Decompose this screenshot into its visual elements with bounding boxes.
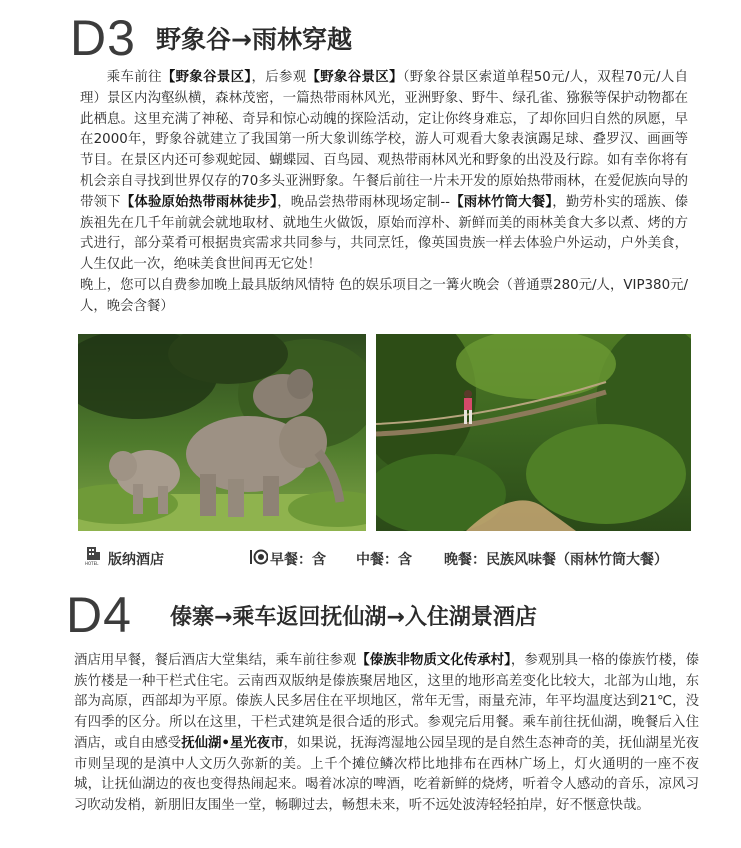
hotel-name: 版纳酒店 (108, 552, 164, 568)
rope-bridge-photo (376, 334, 691, 531)
day-3-meals-row (84, 546, 704, 570)
d3-highlight-elephant-valley-2: 【野象谷景区】 (306, 70, 403, 85)
day-3-description (80, 68, 688, 318)
day-3-number: D3 (70, 10, 136, 66)
d4-highlight-night-market: 抚仙湖•星光夜市 (181, 735, 284, 751)
hotel-icon-caption: HOTEL (85, 561, 99, 566)
d3-highlight-bamboo-meal: 【雨林竹筒大餐】 (450, 194, 553, 210)
day-4-title: 傣寨→乘车返回抚仙湖→入住湖景酒店 (170, 605, 537, 630)
d4-text-2: ，参观别具一格的傣族竹楼，傣族竹楼是一种干栏式住宅。云南西双版纳是傣族聚居地区，这里的地形高差变化比较大，北部为山地，东部为高原，西部却为平原。傣族人民多居住在平坝地区，常年无雪，雨量充沛，年平均温度达到21℃，没有四季的区分。所以在这里，干栏式建筑是很合适的形式。参观完后用餐。乘车前往抚仙湖，晚餐后入住酒店，或自由感受 (74, 653, 700, 751)
day-4-description (74, 651, 699, 817)
d3-text-1: 乘车前往 (106, 70, 162, 85)
dinner-info: 晚餐：民族风味餐（雨林竹筒大餐） (444, 552, 668, 568)
d3-text-evening: 晚上，您可以自费参加晚上最具版纳风情特 色的娱乐项目之一篝火晚会（普通票280元/人，VIP380元/人，晚会含餐） (80, 277, 688, 314)
d4-highlight-dai-village: 【傣族非物质文化传承村】 (356, 653, 511, 668)
d3-text-4: ，晚品尝热带雨林现场定制-- (277, 194, 450, 210)
day-3-title: 野象谷→雨林穿越 (156, 25, 352, 54)
breakfast-info: 早餐：含 (270, 552, 326, 568)
d3-text-2: ，后参观 (251, 70, 307, 85)
d3-text-5: ，勤劳朴实的瑶族、傣族祖先在几千年前就会就地取材、就地生火做饭，原始而淳朴、新鲜而美的雨林美食大多以煮、烤的方式进行，部分菜肴可根据贵宾需求共同参与，共同烹饪，像英国贵族一样去体验户外运动，户外美食，人生仅此一次，绝味美食世间再无它处！ (80, 194, 688, 273)
d4-text-1: 酒店用早餐，餐后酒店大堂集结，乘车前往参观 (74, 653, 357, 668)
d3-text-3: （野象谷景区索道单程50元/人，双程70元/人自理）景区内沟壑纵横，森林茂密，一篇热带雨林风光，亚洲野象、野牛、绿孔雀、猕猴等保护动物都在此栖息。这里充满了神秘、奇异和惊心动魄的探险活动，定让你终身难忘，了却你回归自然的夙愿，早在2000年，野象谷就建立了我国第一所大象训练学校，游人可观看大象表演踢足球、叠罗汉、画画等节目。在景区内还可参观蛇园、蝴蝶园、百鸟园、观热带雨林风光和野象的出没及行踪。如有幸你将有机会亲自寻找到世界仅存的70多头亚洲野象。午餐后前往一片未开发的原始热带雨林，在爱伲族向导的带领下 (80, 70, 689, 210)
day-4-number: D4 (66, 587, 132, 643)
meal-icon (250, 547, 268, 567)
d3-highlight-elephant-valley: 【野象谷景区】 (161, 70, 252, 85)
lunch-info: 中餐：含 (356, 552, 412, 568)
d4-text-3: ，如果说，抚海湾湿地公园呈现的是自然生态神奇的美，抚仙湖星光夜市则呈现的是滇中人文历久弥新的美。上千个摊位鳞次栉比地排布在西林广场上，灯火通明的一座不夜城，让抚仙湖边的夜也变得热闹起来。喝着冰凉的啤酒，吃着新鲜的烧烤，听着令人感动的音乐，凉风习习吹动发梢，新朋旧友围坐一堂，畅聊过去，畅想未来，听不远处波涛轻轻拍岸，好不惬意快哉。 (74, 735, 700, 813)
d3-highlight-rainforest-hike: 【体验原始热带雨林徒步】 (120, 194, 278, 210)
elephants-photo (78, 334, 366, 531)
